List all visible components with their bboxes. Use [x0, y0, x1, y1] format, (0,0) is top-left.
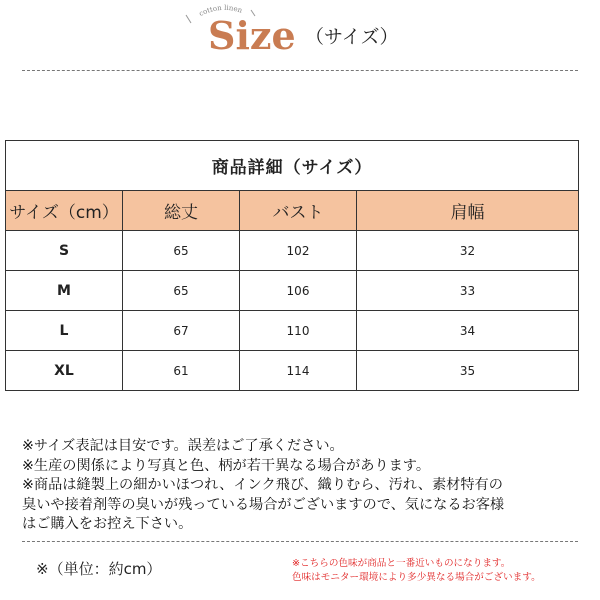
note-line: 臭いや接着剤等の臭いが残っている場合がございますので、気になるお客様: [22, 496, 505, 513]
length-cell: 65: [123, 231, 240, 271]
notes-block: [22, 437, 592, 535]
size-cell: S: [6, 231, 123, 271]
length-cell: 61: [123, 351, 240, 391]
page-title: Size: [208, 13, 296, 58]
size-cell: M: [6, 271, 123, 311]
bust-cell: 110: [240, 311, 357, 351]
column-header-bust: バスト: [240, 191, 357, 231]
shoulder-cell: 34: [357, 311, 579, 351]
table-caption: 商品詳細（サイズ）: [6, 141, 579, 191]
length-cell: 67: [123, 311, 240, 351]
divider-bottom: [22, 541, 578, 542]
column-header-length: 総丈: [123, 191, 240, 231]
shoulder-cell: 32: [357, 231, 579, 271]
table-row: [6, 231, 579, 271]
table-header-row: [6, 191, 579, 231]
page-subtitle: （サイズ）: [305, 26, 399, 48]
size-table: [5, 140, 579, 391]
bust-cell: 106: [240, 271, 357, 311]
length-cell: 65: [123, 271, 240, 311]
note-line: ※商品は縫製上の細かいほつれ、インク飛び、織りむら、汚れ、素材特有の: [22, 477, 503, 493]
note-line: ※生産の関係により写真と色、柄が若干異なる場合があります。: [22, 457, 431, 474]
divider-top: [22, 70, 578, 71]
unit-note: ※（単位：約cm）: [36, 560, 162, 578]
note-line: ※サイズ表記は目安です。誤差はご了承ください。: [22, 438, 344, 454]
bust-cell: 114: [240, 351, 357, 391]
size-cell: XL: [6, 351, 123, 391]
shoulder-cell: 33: [357, 271, 579, 311]
arc-tick-left: [186, 15, 191, 23]
color-note: 色味はモニター環境により多少異なる場合がございます。: [292, 572, 541, 583]
note-line: はご購入をお控え下さい。: [22, 516, 193, 532]
table-row: [6, 351, 579, 391]
table-row: [6, 311, 579, 351]
shoulder-cell: 35: [357, 351, 579, 391]
column-header-size: サイズ（cm）: [6, 191, 123, 231]
column-header-shoulder: 肩幅: [357, 191, 579, 231]
table-row: [6, 271, 579, 311]
bust-cell: 102: [240, 231, 357, 271]
arc-textpath: cotton linen: [197, 3, 244, 18]
color-note: ※こちらの色味が商品と一番近いものになります。: [292, 558, 511, 569]
size-cell: L: [6, 311, 123, 351]
